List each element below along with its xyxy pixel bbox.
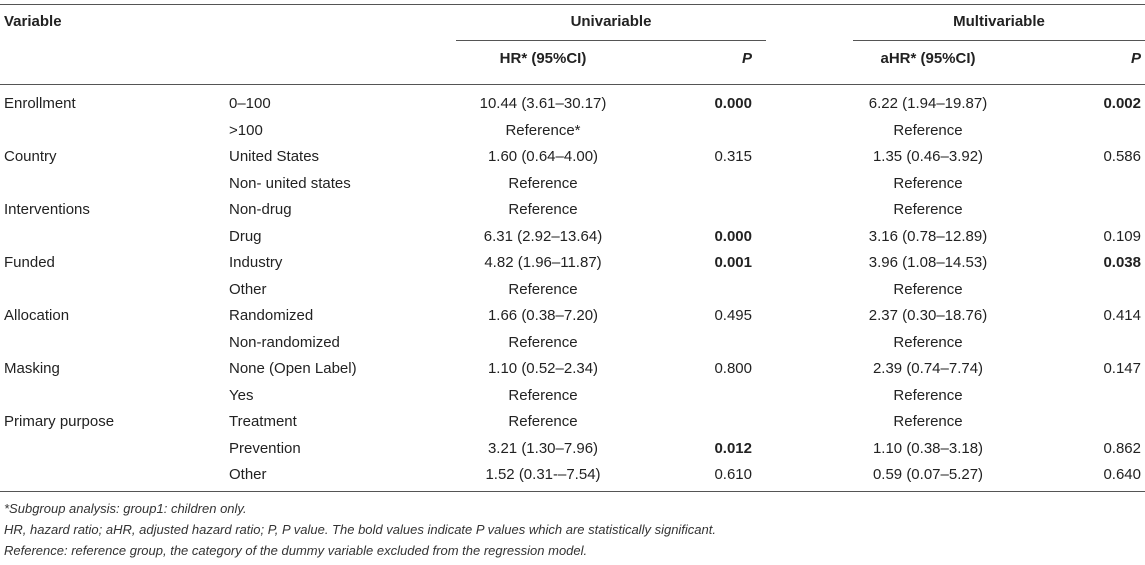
header-multivariable: Multivariable xyxy=(953,13,1045,30)
cell-p-multivariable: 0.862 xyxy=(1103,440,1141,457)
cell-level: Other xyxy=(229,466,267,483)
cell-ahr: Reference xyxy=(893,122,963,139)
cell-p-multivariable: 0.147 xyxy=(1103,360,1141,377)
table-top-rule xyxy=(0,4,1145,5)
cell-p-univariable: 0.315 xyxy=(714,148,752,165)
cell-ahr: 3.16 (0.78–12.89) xyxy=(868,228,988,245)
cell-level: Non-drug xyxy=(229,201,292,218)
cell-p-univariable: 0.000 xyxy=(714,95,752,112)
footnote-1: *Subgroup analysis: group1: children only. xyxy=(4,501,247,516)
cell-level: United States xyxy=(229,148,320,165)
cell-hr: 1.60 (0.64–4.00) xyxy=(487,148,599,165)
cell-p-univariable: 0.495 xyxy=(714,307,752,324)
cell-variable: Masking xyxy=(4,360,60,377)
cell-p-univariable: 0.000 xyxy=(714,228,752,245)
cell-hr: 1.66 (0.38–7.20) xyxy=(487,307,599,324)
cell-level: None (Open Label) xyxy=(229,360,357,377)
cell-p-univariable: 0.610 xyxy=(714,466,752,483)
cell-ahr: Reference xyxy=(893,175,963,192)
cell-p-univariable: 0.012 xyxy=(714,440,752,457)
cell-hr: Reference xyxy=(508,413,578,430)
cell-level: Treatment xyxy=(229,413,297,430)
cell-level: >100 xyxy=(229,122,263,139)
header-univariable: Univariable xyxy=(570,13,652,30)
cell-p-multivariable: 0.640 xyxy=(1103,466,1141,483)
cell-hr: 3.21 (1.30–7.96) xyxy=(487,440,599,457)
footnote-3: Reference: reference group, the category of the dummy variable excluded from the regression model. xyxy=(4,543,588,558)
cell-hr: Reference* xyxy=(505,122,581,139)
cell-level: Randomized xyxy=(229,307,314,324)
cell-hr: 6.31 (2.92–13.64) xyxy=(483,228,603,245)
cell-p-univariable: 0.001 xyxy=(714,254,752,271)
univariable-rule xyxy=(456,40,766,41)
cell-p-univariable: 0.800 xyxy=(714,360,752,377)
cell-ahr: Reference xyxy=(893,201,963,218)
cell-variable: Country xyxy=(4,148,57,165)
header-p-multivariable: P xyxy=(1130,50,1141,67)
cell-variable: Allocation xyxy=(4,307,70,324)
cell-level: Other xyxy=(229,281,267,298)
cell-level: Drug xyxy=(229,228,262,245)
cell-ahr: Reference xyxy=(893,413,963,430)
cell-variable: Enrollment xyxy=(4,95,76,112)
cell-hr: 1.52 (0.31-–7.54) xyxy=(485,466,601,483)
cell-ahr: 1.10 (0.38–3.18) xyxy=(872,440,984,457)
cell-ahr: 2.37 (0.30–18.76) xyxy=(868,307,988,324)
cell-ahr: 1.35 (0.46–3.92) xyxy=(872,148,984,165)
cell-ahr: 3.96 (1.08–14.53) xyxy=(868,254,988,271)
cell-ahr: Reference xyxy=(893,281,963,298)
multivariable-rule xyxy=(853,40,1145,41)
header-variable: Variable xyxy=(4,13,62,30)
cell-hr: 1.10 (0.52–2.34) xyxy=(487,360,599,377)
cell-p-multivariable: 0.002 xyxy=(1103,95,1141,112)
cell-hr: Reference xyxy=(508,281,578,298)
header-ahr: aHR* (95%CI) xyxy=(880,50,976,67)
cell-hr: 4.82 (1.96–11.87) xyxy=(484,254,602,271)
table-bottom-rule xyxy=(0,491,1145,492)
cell-level: Non-randomized xyxy=(229,334,340,351)
cell-hr: Reference xyxy=(508,201,578,218)
cell-hr: Reference xyxy=(508,334,578,351)
footnote-2: HR, hazard ratio; aHR, adjusted hazard ratio; P, P value. The bold values indicate P values which are statistically significant. xyxy=(4,522,716,537)
cell-p-multivariable: 0.586 xyxy=(1103,148,1141,165)
header-hr: HR* (95%CI) xyxy=(499,50,587,67)
cell-level: 0–100 xyxy=(229,95,271,112)
cell-variable: Funded xyxy=(4,254,55,271)
cell-variable: Primary purpose xyxy=(4,413,115,430)
cell-ahr: 6.22 (1.94–19.87) xyxy=(868,95,988,112)
cell-level: Industry xyxy=(229,254,283,271)
header-p-univariable: P xyxy=(741,50,752,67)
cell-level: Prevention xyxy=(229,440,301,457)
cell-ahr: Reference xyxy=(893,387,963,404)
cell-level: Yes xyxy=(229,387,254,404)
cell-hr: Reference xyxy=(508,387,578,404)
cell-p-multivariable: 0.038 xyxy=(1103,254,1141,271)
cell-ahr: 2.39 (0.74–7.74) xyxy=(872,360,984,377)
cell-p-multivariable: 0.109 xyxy=(1103,228,1141,245)
cell-hr: 10.44 (3.61–30.17) xyxy=(479,95,607,112)
cell-p-multivariable: 0.414 xyxy=(1103,307,1141,324)
cell-hr: Reference xyxy=(508,175,578,192)
header-bottom-rule xyxy=(0,84,1145,85)
cell-ahr: Reference xyxy=(893,334,963,351)
cell-ahr: 0.59 (0.07–5.27) xyxy=(872,466,984,483)
cell-variable: Interventions xyxy=(4,201,90,218)
cell-level: Non- united states xyxy=(229,175,351,192)
